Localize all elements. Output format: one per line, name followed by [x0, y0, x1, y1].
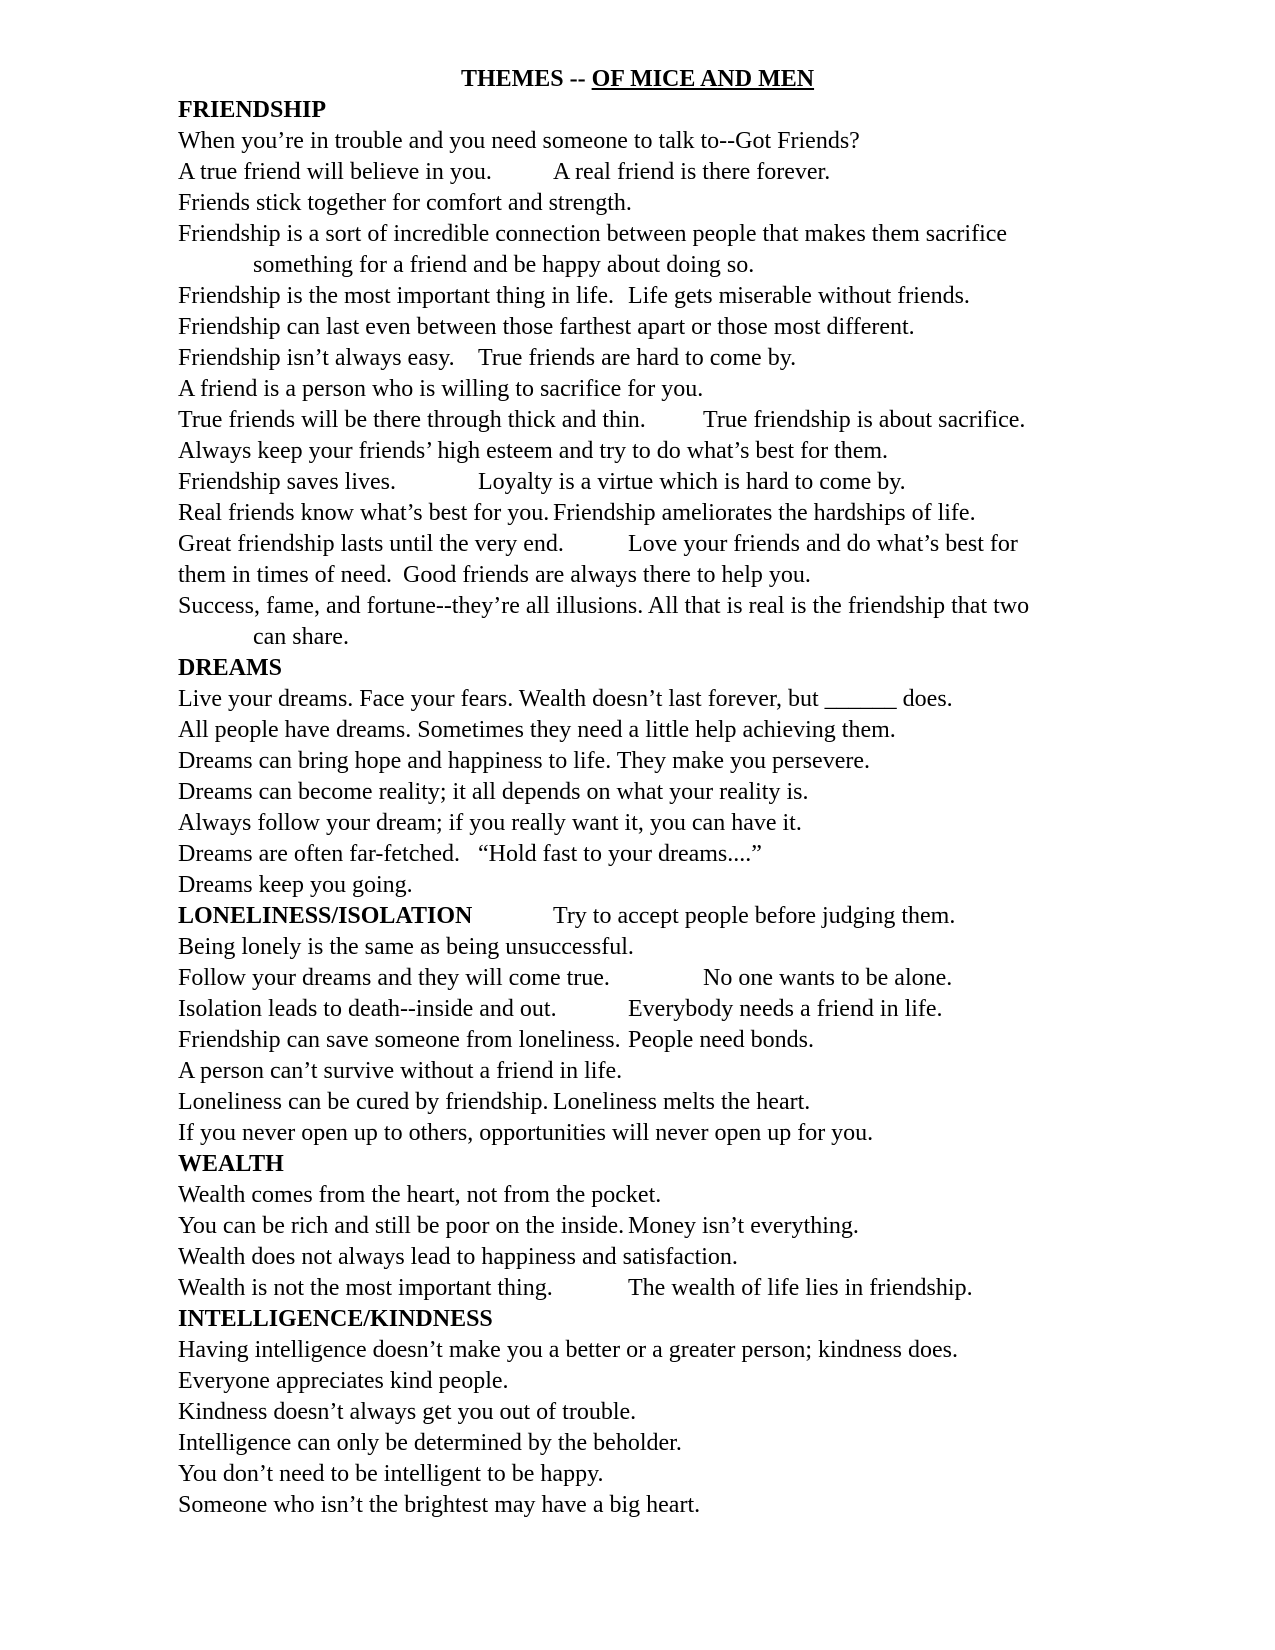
theme-line: Always follow your dream; if you really want it, you can have it. [178, 810, 802, 836]
section-heading: WEALTH [178, 1151, 284, 1177]
theme-line: Dreams are often far-fetched. “Hold fast to your dreams....” [178, 841, 762, 867]
page-title [0, 64, 1275, 95]
theme-line: A person can’t survive without a friend in life. [178, 1058, 623, 1084]
theme-line-continuation: something for a friend and be happy about doing so. [178, 252, 755, 278]
title-book-underlined: OF MICE AND MEN [591, 66, 815, 92]
theme-line: Success, fame, and fortune--they’re all illusions. All that is real is the friendship that two [178, 593, 1030, 619]
theme-line: Friendship isn’t always easy. True friends are hard to come by. [178, 345, 797, 371]
theme-line: Being lonely is the same as being unsuccessful. [178, 934, 634, 960]
theme-line: When you’re in trouble and you need someone to talk to--Got Friends? [178, 128, 860, 154]
theme-line: True friends will be there through thick and thin. True friendship is about sacrifice. [178, 407, 1026, 433]
theme-line: Always keep your friends’ high esteem and try to do what’s best for them. [178, 438, 889, 464]
theme-line: Dreams can become reality; it all depends on what your reality is. [178, 779, 809, 805]
theme-line: them in times of need. Good friends are always there to help you. [178, 562, 811, 588]
theme-line: Wealth does not always lead to happiness and satisfaction. [178, 1244, 738, 1270]
theme-line: Dreams keep you going. [178, 872, 413, 898]
theme-line: A friend is a person who is willing to sacrifice for you. [178, 376, 704, 402]
title-prefix: THEMES -- [460, 66, 592, 92]
theme-line: Real friends know what’s best for you. Friendship ameliorates the hardships of life. [178, 500, 976, 526]
theme-line: Wealth comes from the heart, not from the pocket. [178, 1182, 662, 1208]
section-heading: INTELLIGENCE/KINDNESS [178, 1306, 493, 1332]
theme-line: Isolation leads to death--inside and out. Everybody needs a friend in life. [178, 996, 943, 1022]
section-heading-line [178, 1149, 1235, 1180]
section-dreams [0, 653, 1275, 901]
theme-line: Kindness doesn’t always get you out of trouble. [178, 1399, 637, 1425]
theme-line-continuation: can share. [178, 624, 349, 650]
section-heading: DREAMS [178, 655, 283, 681]
section-loneliness-isolation [0, 901, 1275, 1149]
section-heading-line [178, 901, 1235, 932]
theme-line: Dreams can bring hope and happiness to life. They make you persevere. [178, 748, 870, 774]
section-friendship [0, 95, 1275, 653]
theme-line: Follow your dreams and they will come true. No one wants to be alone. [178, 965, 953, 991]
theme-line: Friendship saves lives. Loyalty is a virtue which is hard to come by. [178, 469, 906, 495]
section-heading-note: Try to accept people before judging them. [472, 903, 956, 929]
section-heading-line [178, 95, 1235, 126]
section-heading: LONELINESS/ISOLATION [178, 903, 473, 929]
theme-line: Loneliness can be cured by friendship. Loneliness melts the heart. [178, 1089, 811, 1115]
theme-line: Everyone appreciates kind people. [178, 1368, 509, 1394]
theme-line: You don’t need to be intelligent to be happy. [178, 1461, 604, 1487]
section-intelligence-kindness [0, 1304, 1275, 1521]
theme-line: All people have dreams. Sometimes they need a little help achieving them. [178, 717, 896, 743]
theme-line: You can be rich and still be poor on the inside. Money isn’t everything. [178, 1213, 859, 1239]
theme-line: Intelligence can only be determined by the beholder. [178, 1430, 682, 1456]
theme-line: A true friend will believe in you. A real friend is there forever. [178, 159, 831, 185]
section-wealth [0, 1149, 1275, 1304]
theme-line: Having intelligence doesn’t make you a better or a greater person; kindness does. [178, 1337, 958, 1363]
theme-line: Live your dreams. Face your fears. Wealth doesn’t last forever, but ______ does. [178, 686, 953, 712]
theme-line: Friendship is the most important thing in life. Life gets miserable without friends. [178, 283, 970, 309]
theme-line: Wealth is not the most important thing. The wealth of life lies in friendship. [178, 1275, 973, 1301]
theme-line: Great friendship lasts until the very end. Love your friends and do what’s best for [178, 531, 1018, 557]
theme-line: Someone who isn’t the brightest may have a big heart. [178, 1492, 701, 1518]
theme-line: Friendship can save someone from loneliness. People need bonds. [178, 1027, 814, 1053]
theme-line: Friends stick together for comfort and strength. [178, 190, 632, 216]
section-heading: FRIENDSHIP [178, 97, 327, 123]
section-heading-line [178, 653, 1235, 684]
section-heading-line [178, 1304, 1235, 1335]
theme-line: Friendship can last even between those farthest apart or those most different. [178, 314, 915, 340]
theme-line: Friendship is a sort of incredible connection between people that makes them sacrifice [178, 221, 1008, 247]
theme-line: If you never open up to others, opportunities will never open up for you. [178, 1120, 874, 1146]
